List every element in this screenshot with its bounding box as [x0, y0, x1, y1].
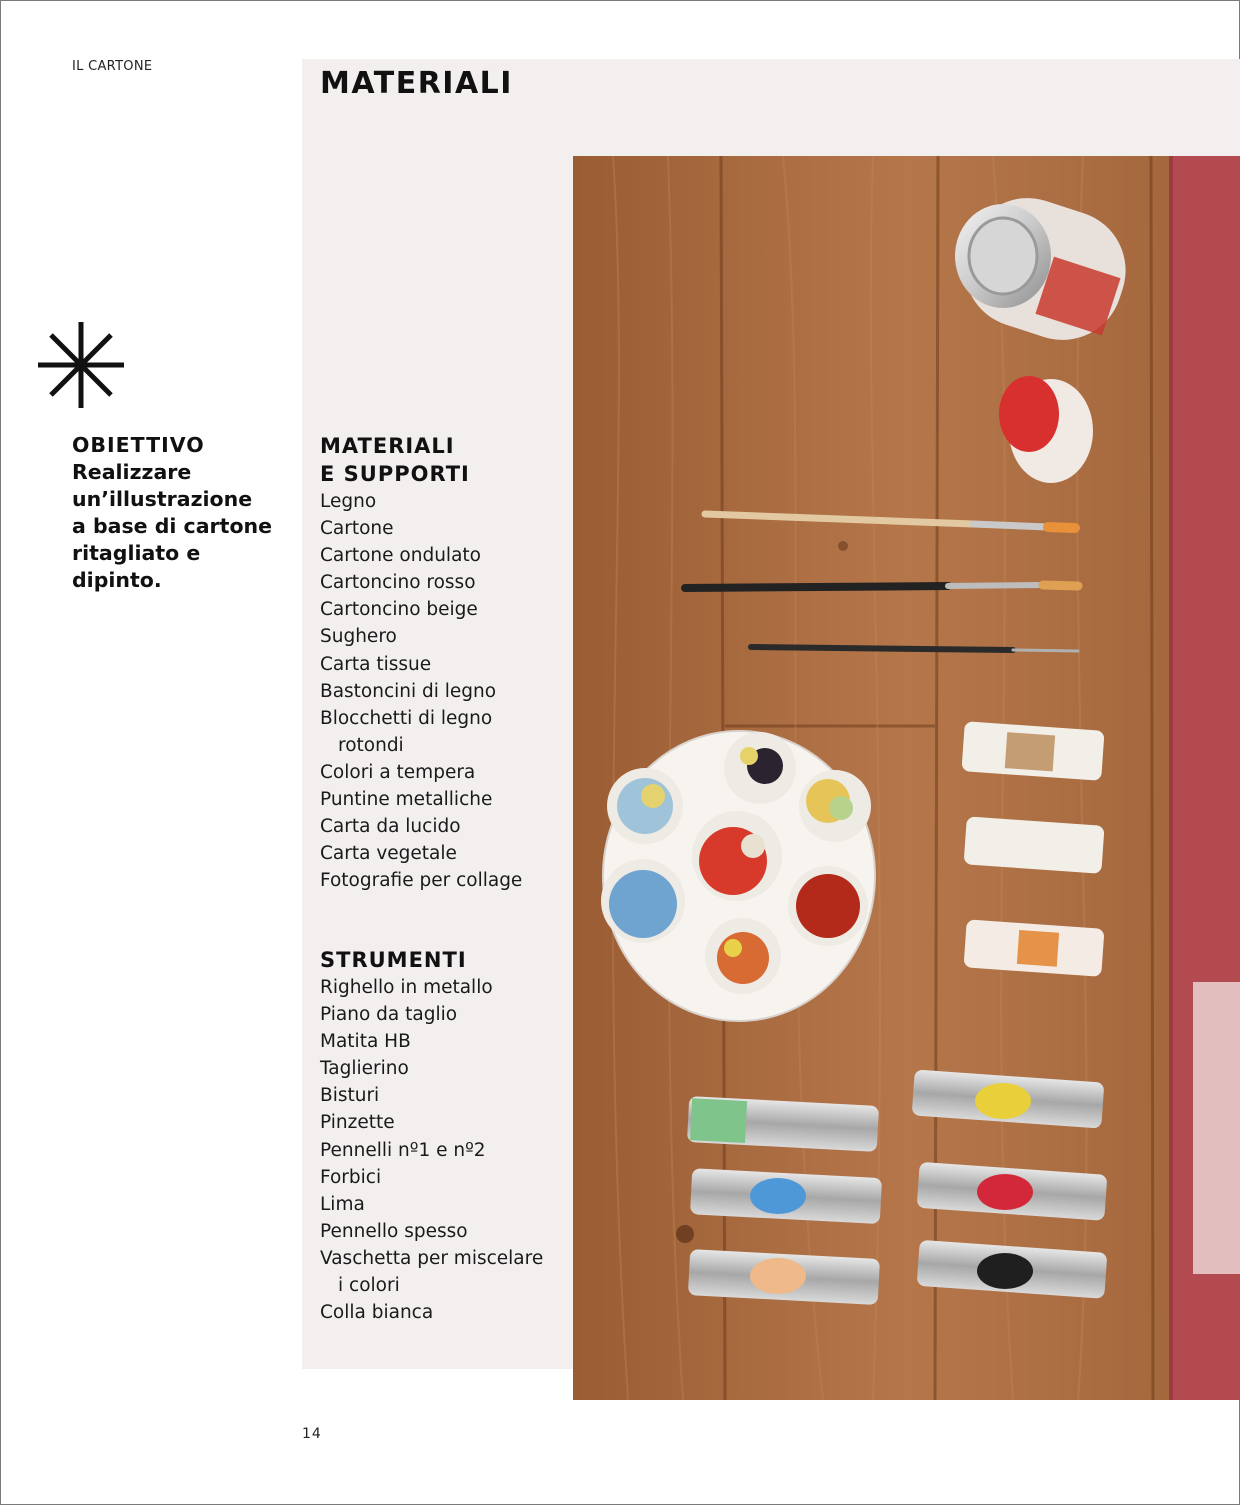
- continuation-text: rotondi: [338, 734, 404, 756]
- list-item: Pinzette: [320, 1112, 395, 1134]
- continuation-text: i colori: [338, 1275, 400, 1297]
- objective-line: Realizzare: [72, 460, 192, 484]
- list-item: Fotografie per collage: [320, 870, 523, 892]
- list-item: Carta tissue: [320, 653, 432, 675]
- list-item: Blocchetti di legno: [320, 707, 493, 729]
- objective-block: [72, 432, 292, 594]
- list-item: Sughero: [320, 626, 397, 648]
- objective-line: dipinto.: [72, 568, 162, 592]
- list-item: Carta vegetale: [320, 843, 457, 865]
- list-item: Bastoncini di legno: [320, 680, 497, 702]
- list-item-continuation: [320, 1272, 570, 1299]
- tools-list-block: [320, 946, 570, 1326]
- objective-line: ritagliato e: [72, 541, 201, 565]
- materials-list: [320, 488, 570, 894]
- page-number: 14: [302, 1426, 322, 1442]
- list-item: Pennelli nº1 e nº2: [320, 1139, 486, 1161]
- list-item: Cartone: [320, 518, 394, 540]
- tools-list: [320, 974, 570, 1326]
- materials-heading: [320, 432, 570, 488]
- list-item: Colla bianca: [320, 1302, 434, 1324]
- objective-label: OBIETTIVO: [72, 433, 205, 457]
- materials-heading-line: MATERIALI: [320, 434, 455, 458]
- materials-list-block: [320, 432, 570, 894]
- list-item: Colori a tempera: [320, 761, 476, 783]
- list-item: Puntine metalliche: [320, 789, 493, 811]
- list-item: Forbici: [320, 1166, 382, 1188]
- list-item: Cartoncino rosso: [320, 572, 476, 594]
- list-item: Carta da lucido: [320, 816, 461, 838]
- list-item: Cartone ondulato: [320, 545, 481, 567]
- objective-line: a base di cartone: [72, 514, 273, 538]
- list-item: Pennello spesso: [320, 1220, 468, 1242]
- list-item: Bisturi: [320, 1085, 380, 1107]
- tools-heading: STRUMENTI: [320, 948, 467, 972]
- list-item: Piano da taglio: [320, 1004, 458, 1026]
- list-item: Vaschetta per miscelare: [320, 1247, 544, 1269]
- list-item: Matita HB: [320, 1031, 411, 1053]
- list-item: Righello in metallo: [320, 977, 493, 998]
- asterisk-icon: [36, 320, 126, 410]
- page-title: MATERIALI: [320, 66, 513, 101]
- materials-heading-line: E SUPPORTI: [320, 462, 470, 486]
- list-item: Cartoncino beige: [320, 599, 478, 621]
- materials-photo: [573, 156, 1240, 1400]
- list-item-continuation: [320, 732, 570, 759]
- list-item: Legno: [320, 491, 377, 512]
- objective-line: un’illustrazione: [72, 487, 253, 511]
- list-item: Taglierino: [320, 1058, 409, 1080]
- running-header: IL CARTONE: [72, 59, 153, 74]
- list-item: Lima: [320, 1193, 365, 1215]
